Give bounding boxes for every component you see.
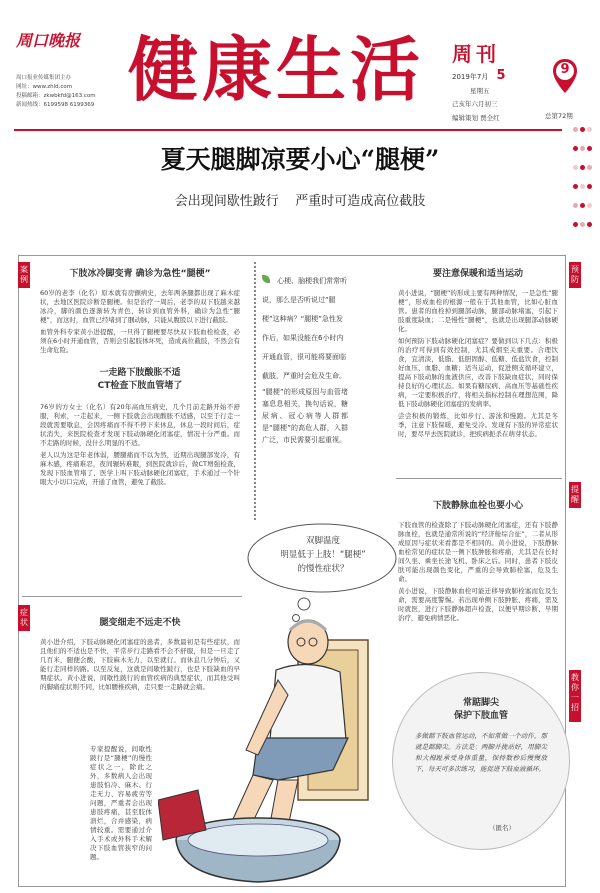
weekly-label: 周刊 bbox=[452, 42, 500, 66]
section-title-case: 下肢冰冷脚变青 确诊为急性“腿梗” bbox=[69, 269, 211, 279]
article-paragraph: 下肢血管的检查除了下肢动脉硬化闭塞症，还有下肢静脉血栓，也就是通常所说的“经济舱综合征”，二者从形成原因与症状来看都是不相同的。黄小进说，下肢静脉血栓常见的症状是一侧下肢肿胀和疼痛，尤其是在长时间久坐、乘坐长途飞机、卧床之后。同时，患者下肢皮肤可能出现颜色变化，严重的会导致肺栓塞，危及生命。 bbox=[398, 521, 558, 583]
label-remind: 提醒 bbox=[569, 482, 581, 508]
article-paragraph: 尝尝积极的锻炼，比如步行、游泳和慢跑。尤其是冬季，注意下肢保暖，避免受冷。发现有下肢的异常症状时，要尽早去医院就诊，把疾病扼杀在萌芽状态。 bbox=[398, 412, 558, 438]
article-paragraph: 老人以为这是年老体弱，腰腿痛而不以为然，近期出现腿部发冷，有麻木感，疼痛难忍，夜间辗转难眠，到医院就诊后，做CT增强检查，发现下肢血管堵了，医学上叫下肢动脉硬化闭塞症，手术通过一个针眼大小切口完成，开通了血管，避免了截肢。 bbox=[40, 451, 240, 486]
thought-bubble bbox=[244, 520, 402, 600]
mid-column bbox=[262, 268, 348, 446]
subheadline: 会出现间歇性跛行 严重时可造成高位截肢 bbox=[174, 194, 426, 209]
total-issue: 总第72期 bbox=[545, 112, 573, 120]
article-paragraph: 76岁的方女士（化名）有20年高血压病史，几个月前走路开始不舒服，利索，一走起来，一侧下肢就会出现酸胀不适感，以至于行走一段就需要歇息，会因疼痛而不得不停下来休息，休息一段时间后，症状消失，来医院检查才发现下肢动脉硬化闭塞症，情况十分严重。而不走路的时候，没什么明显的不适。 bbox=[40, 403, 240, 447]
editor-line: 编辑策划 贾全红 bbox=[452, 114, 500, 122]
info-line: 周口报业传媒集团主办 bbox=[16, 75, 72, 81]
intro-paragraph: 心梗、脑梗我们常常听说，那么是否听说过“腿梗”这种病？“腿梗”急性发作后，如果没能在6小时内开通血管，很可能将要面临截肢，严重时会危及生命。 bbox=[262, 277, 348, 380]
article-paragraph: 黄小进介绍，下肢动脉硬化闭塞症的患者，多数最初是有些症状，而且他们的不适也是不快，平常步行走路看不会不舒服，但是一旦走了几百米，腿便会酸，下肢麻木无力，以至就行。而休息几分钟后，又能行走同样的路。以至反复，这就是间歇性跛行，也是下肢缺血的早期症状。黄小进说，间歇性跛行的血管疾病的典型症状，而其他受叫的脚痛症状则不同，比如腰椎疾病，走只要一走路就会痛。 bbox=[40, 638, 240, 691]
article-paragraph: 专家提醒说，间歇性跛行是“腿梗”的慢性症状之一，除此之外，多数病人会出现患肢怕冷、麻木、行走无力、容易疲劳等问题，严重者会出现患肢疼痛，甚至肢体溃烂，合并感染，病情较重。需要通过介入手术或外科手术解决下肢血管狭窄的问题。 bbox=[90, 745, 152, 861]
illustration-man-soaking-feet bbox=[158, 600, 388, 885]
article-paragraph: 黄小进说，下肢静脉血栓可能迁移导致肺栓塞而危及生命，需要高度警惕。若出现单侧下肢肿胀、疼痛，需及时就医，进行下肢静脉超声检查，以便早期诊断、早期治疗，避免病情恶化。 bbox=[398, 587, 558, 622]
intro-paragraph: “腿梗”的形成原因与血管堵塞息息相关，换句话说，糖尿病、冠心病等人群都是“腿梗”的高危人群，入群广泛，市民需要引起重视。 bbox=[262, 388, 348, 444]
masthead-rule bbox=[14, 129, 562, 131]
bubble-text: 双脚温度 明显低于上肢！“腿梗” 的慢性症状？ bbox=[280, 536, 366, 574]
section-title-ct: 一走路下肢酸胀不适 CT检查下肢血管堵了 bbox=[97, 368, 183, 391]
tip-circle bbox=[392, 672, 570, 850]
info-line: 新闻热线：6199598 6199369 bbox=[16, 102, 95, 108]
page-badge bbox=[552, 58, 578, 94]
section-title: 健康生活 bbox=[128, 28, 424, 111]
headline: 夏天腿脚凉要小心“腿梗” bbox=[160, 145, 440, 174]
info-line: 网址：www.zhld.com bbox=[16, 84, 73, 90]
date-line: 2019年7月 5 bbox=[452, 68, 506, 83]
right-column bbox=[398, 262, 558, 439]
label-case: 案例 bbox=[18, 262, 30, 288]
paper-name-logo: 周口晚报 bbox=[16, 31, 81, 50]
section-title-vein: 下肢静脉血栓也要小心 bbox=[432, 501, 523, 511]
right-divider bbox=[396, 478, 562, 479]
label-symptom: 症状 bbox=[18, 605, 30, 631]
label-prevent: 预防 bbox=[569, 262, 581, 288]
paper-info bbox=[16, 74, 126, 110]
section-title-prevent: 要注意保暖和适当运动 bbox=[432, 269, 523, 279]
page-number: 9 bbox=[560, 62, 570, 77]
left-column bbox=[40, 262, 240, 487]
left-divider bbox=[22, 596, 242, 597]
masthead bbox=[0, 0, 600, 130]
article-paragraph: 黄小进说，“腿梗”的形成主要有两种情况，一是急性“腿梗”，形成血栓的根源一般在于其他血管，比如心脏血管。患者的血栓掉到腿部动脉，腿部动脉堵塞，引起下肢重度缺血；二是慢性“腿梗”，也就是出现腿部动脉硬化。 bbox=[398, 289, 558, 333]
right-column-lower bbox=[398, 498, 558, 623]
info-line: 投稿邮箱：zkwbkfd@163.com bbox=[16, 93, 96, 99]
lunar-date: 己亥年六月初三 bbox=[452, 100, 498, 108]
article-paragraph: 如何预防下肢动脉硬化闭塞症？要做到以下几点：积极的治疗可得到有效控制，尤其戒烟至关重要。合理饮食，宜清淡，低脂、低胆固醇、低糖、低盐饮食，控制好血压、血脂、血糖；适当运动，促进侧支循环建立，提高下肢动脉的血液供应，改善下肢缺血症状，同时保持良好的心理状态。如果有糖尿病、高血压等基础性疾病，一定要积极治疗，将相关指标控制在理想范围，降低下肢动脉硬化闭塞症的发病率。 bbox=[398, 337, 558, 408]
tip-text: 多做踮下肢血管运动，不如常做一个动作，那就是踮脚尖。方法是：两脚并拢站好，用脚尖和大拇趾承受身体重量，保持数秒后慢慢放下，每天可多次练习，能促进下肢血液循环。 bbox=[415, 732, 547, 773]
leaf-icon bbox=[262, 275, 270, 283]
weekday: 星期五 bbox=[470, 87, 490, 95]
tip-source: （匿名） bbox=[489, 824, 515, 832]
article-paragraph: 血管外科专家黄小进提醒，一旦得了腿梗要尽快双下肢血栓检查，必须在6小时开通血管，否则会引起肢体坏死，造成高位截肢，不然会有生命危险。 bbox=[40, 328, 240, 354]
article-paragraph: 60岁的老李（化名）原本就有房颤病史，去年两条腿都出现了麻木症状，去地区医院诊断是腿梗。但是治疗一周后，老李的双下肢越来越冰冷，脚的颜色逐渐转为青色，转诊到血管外科，确诊为急性“腿梗”，而这时，血管已经堵到了腘动脉，只能从腹股以下进行截肢。 bbox=[40, 289, 240, 324]
label-teach: 教你一招 bbox=[569, 670, 581, 722]
tip-title: 常踮脚尖 保护下肢血管 bbox=[453, 698, 508, 721]
issue-number: 5 bbox=[496, 68, 506, 83]
section-title-walk: 腿变细走不远走不快 bbox=[99, 618, 181, 628]
